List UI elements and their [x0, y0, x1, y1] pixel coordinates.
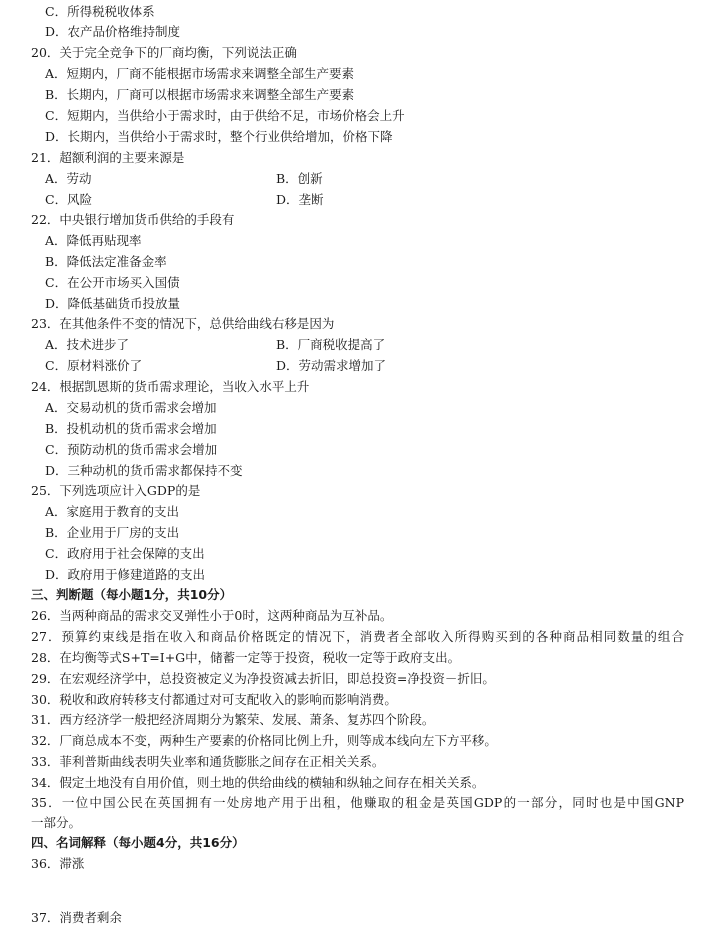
answer-option: A．家庭用于教育的支出 — [45, 504, 180, 519]
answer-option: D．政府用于修建道路的支出 — [45, 567, 206, 582]
answer-option: C．预防动机的货币需求会增加 — [45, 442, 218, 457]
answer-option: C．在公开市场买入国债 — [45, 275, 180, 290]
answer-option: B．投机动机的货币需求会增加 — [45, 421, 217, 436]
question-text: 29．在宏观经济学中，总投资被定义为净投资减去折旧，即总投资=净投资－折旧。 — [31, 671, 495, 686]
question-text: 25．下列选项应计入GDP的是 — [31, 483, 201, 498]
answer-option: B．厂商税收提高了 — [276, 337, 386, 352]
question-text: 37．消费者剩余 — [31, 910, 122, 925]
answer-option: A．交易动机的货币需求会增加 — [45, 400, 217, 415]
question-text: 23．在其他条件不变的情况下，总供给曲线右移是因为 — [31, 316, 335, 331]
answer-option: C．风险 — [45, 192, 93, 207]
question-text: 32．厂商总成本不变，两种生产要素的价格同比例上升，则等成本线向左下方平移。 — [31, 733, 497, 748]
answer-option: D．三种动机的货币需求都保持不变 — [45, 463, 243, 478]
question-text: 22．中央银行增加货币供给的手段有 — [31, 212, 235, 227]
answer-option: C．原材料涨价了 — [45, 358, 143, 373]
answer-option: D．农产品价格维持制度 — [45, 24, 181, 39]
answer-option: D．劳动需求增加了 — [276, 358, 387, 373]
question-text: 24．根据凯恩斯的货币需求理论，当收入水平上升 — [31, 379, 310, 394]
question-text: 20．关于完全竞争下的厂商均衡，下列说法正确 — [31, 45, 297, 60]
question-text: 30．税收和政府转移支付都通过对可支配收入的影响而影响消费。 — [31, 692, 397, 707]
question-text: 27．预算约束线是指在收入和商品价格既定的情况下，消费者全部收入所得购买到的各种商品相同数量的组合 — [31, 629, 684, 644]
answer-option: A．降低再贴现率 — [45, 233, 142, 248]
question-text: 28．在均衡等式S+T=I+G中，储蓄一定等于投资，税收一定等于政府支出。 — [31, 650, 461, 665]
answer-option: B．长期内，厂商可以根据市场需求来调整全部生产要素 — [45, 87, 355, 102]
answer-option: A．技术进步了 — [45, 337, 130, 352]
question-text: 一部分。 — [31, 815, 82, 830]
question-text: 34．假定土地没有自用价值，则土地的供给曲线的横轴和纵轴之间存在相关关系。 — [31, 775, 485, 790]
question-text: 21．超额利润的主要来源是 — [31, 150, 185, 165]
answer-option: C．政府用于社会保障的支出 — [45, 546, 205, 561]
answer-option: A．劳动 — [45, 171, 92, 186]
answer-option: B．创新 — [276, 171, 323, 186]
question-text: 31．西方经济学一般把经济周期分为繁荣、发展、萧条、复苏四个阶段。 — [31, 712, 435, 727]
answer-option: C．所得税税收体系 — [45, 4, 155, 19]
answer-option: A．短期内，厂商不能根据市场需求来调整全部生产要素 — [45, 66, 355, 81]
section-heading: 三、判断题（每小题1分，共10分） — [31, 587, 233, 602]
question-text: 36．滞涨 — [31, 856, 85, 871]
question-text: 26．当两种商品的需求交叉弹性小于0时，这两种商品为互补品。 — [31, 608, 393, 623]
question-text: 35．一位中国公民在英国拥有一处房地产用于出租，他赚取的租金是英国GDP的一部分，同时也是中国GNP — [31, 795, 684, 810]
section-heading: 四、名词解释（每小题4分，共16分） — [31, 835, 245, 850]
question-text: 33．菲利普斯曲线表明失业率和通货膨胀之间存在正相关关系。 — [31, 754, 385, 769]
answer-option: B．企业用于厂房的支出 — [45, 525, 180, 540]
answer-option: D．长期内，当供给小于需求时，整个行业供给增加，价格下降 — [45, 129, 393, 144]
answer-option: C．短期内，当供给小于需求时，由于供给不足，市场价格会上升 — [45, 108, 405, 123]
answer-option: B．降低法定准备金率 — [45, 254, 167, 269]
answer-option: D．垄断 — [276, 192, 324, 207]
answer-option: D．降低基础货币投放量 — [45, 296, 181, 311]
